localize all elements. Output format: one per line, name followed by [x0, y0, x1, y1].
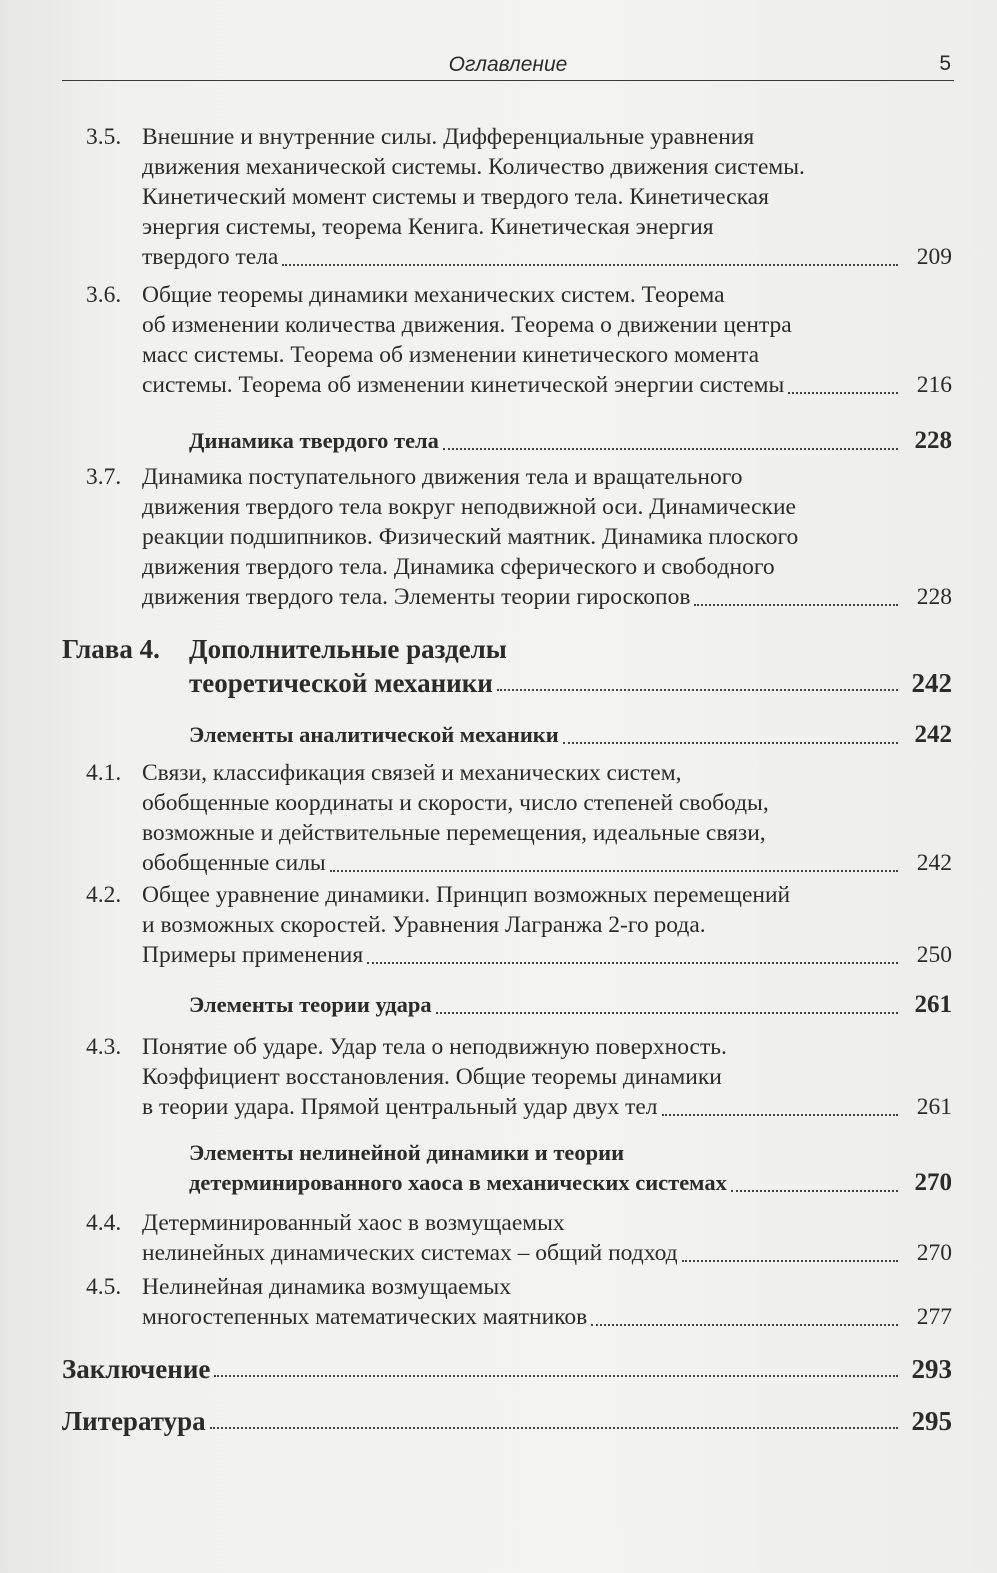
page-number: 5: [939, 52, 951, 75]
entry-page: 295: [911, 1406, 952, 1436]
entry-text: системы. Теорема об изменении кинетической энергии системы: [142, 372, 785, 398]
entry-text: Примеры применения: [142, 942, 364, 968]
dot-leader: [330, 869, 898, 872]
toc-entry-4-5-line-2: [62, 1302, 952, 1334]
toc-section-nonlinear-line-1: [62, 1138, 952, 1170]
dot-leader: [731, 1189, 898, 1192]
toc-section-analytical: [62, 720, 952, 752]
toc-chapter-4-line-2: [62, 668, 952, 704]
entry-page: 242: [914, 721, 952, 748]
toc-entry-3-7-line-1: [62, 462, 952, 494]
entry-text: об изменении количества движения. Теорема о движении центра: [142, 312, 792, 338]
entry-text: Коэффициент восстановления. Общие теоремы динамики: [142, 1064, 722, 1090]
toc-leader: [142, 242, 952, 272]
toc-leader: [142, 370, 952, 400]
entry-text: возможные и действительные перемещения, идеальные связи,: [142, 820, 766, 846]
dot-leader: [662, 1113, 898, 1116]
toc-entry-3-7-line-2: [62, 492, 952, 524]
dot-leader: [214, 1374, 898, 1377]
toc-entry-3-5-line-5: [62, 242, 952, 274]
entry-text: Детерминированный хаос в возмущаемых: [142, 1210, 565, 1236]
toc-entry-3-7-line-4: [62, 552, 952, 584]
entry-page: 242: [916, 850, 952, 876]
toc-entry-4-2-line-1: [62, 880, 952, 912]
section-title: Элементы аналитической механики: [189, 722, 559, 747]
entry-text: движения твердого тела вокруг неподвижной оси. Динамические: [142, 494, 796, 520]
toc-entry-4-1-line-4: [62, 848, 952, 880]
entry-text: многостепенных математических маятников: [142, 1304, 588, 1330]
toc-entry-3-5-line-4: [62, 212, 952, 244]
toc-entry-4-3-line-3: [62, 1092, 952, 1124]
entry-text: реакции подшипников. Физический маятник. Динамика плоского: [142, 524, 799, 550]
entry-page: 209: [916, 244, 952, 270]
dot-leader: [282, 263, 898, 266]
entry-page: 216: [916, 372, 952, 398]
toc-entry-3-6-line-4: [62, 370, 952, 402]
toc-entry-4-1-line-2: [62, 788, 952, 820]
dot-leader: [563, 741, 898, 744]
dot-leader: [591, 1323, 898, 1326]
entry-number: 4.3.: [86, 1034, 122, 1060]
toc-leader: [62, 1406, 952, 1436]
entry-text: твердого тела: [142, 244, 279, 270]
toc-section-nonlinear-line-2: [62, 1168, 952, 1200]
entry-page: 228: [916, 584, 952, 610]
toc-leader: [62, 1354, 952, 1384]
section-title: детерминированного хаоса в механических системах: [189, 1170, 727, 1195]
dot-leader: [788, 391, 898, 394]
entry-number: 4.2.: [86, 882, 122, 908]
entry-text: движения механической системы. Количество движения системы.: [142, 154, 805, 180]
entry-text: движения твердого тела. Динамика сферического и свободного: [142, 554, 775, 580]
entry-text: Динамика поступательного движения тела и вращательного: [142, 464, 743, 490]
dot-leader: [436, 1011, 898, 1014]
entry-page: 293: [911, 1354, 952, 1384]
entry-number: 4.5.: [86, 1274, 122, 1300]
toc-leader: [142, 940, 952, 970]
toc-references: [62, 1406, 952, 1442]
entry-page: 261: [914, 991, 952, 1018]
entry-text: Кинетический момент системы и твердого тела. Кинетическая: [142, 184, 769, 210]
toc-entry-4-3-line-1: [62, 1032, 952, 1064]
running-title: Оглавление: [448, 53, 568, 76]
chapter-title: теоретической механики: [189, 668, 493, 698]
entry-text: Связи, классификация связей и механических систем,: [142, 760, 682, 786]
toc-section-rigid-body: [62, 426, 952, 458]
toc-entry-4-2-line-2: [62, 910, 952, 942]
entry-text: движения твердого тела. Элементы теории гироскопов: [142, 584, 691, 610]
dot-leader: [497, 688, 898, 691]
chapter-title: Дополнительные разделы: [189, 634, 507, 664]
entry-text: Общие теоремы динамики механических систем. Теорема: [142, 282, 725, 308]
dot-leader: [694, 603, 898, 606]
entry-page: 270: [914, 1169, 952, 1196]
dot-leader: [443, 447, 898, 450]
chapter-label: Глава 4.: [62, 634, 160, 664]
toc-entry-3-6-line-1: [62, 280, 952, 312]
toc-leader: [189, 720, 952, 750]
section-title: Элементы нелинейной динамики и теории: [189, 1140, 625, 1165]
entry-text: масс системы. Теорема об изменении кинетического момента: [142, 342, 760, 368]
entry-text: Внешние и внутренние силы. Дифференциальные уравнения: [142, 124, 755, 150]
toc-entry-4-4-line-2: [62, 1238, 952, 1270]
toc-entry-3-5-line-2: [62, 152, 952, 184]
toc-entry-4-1-line-1: [62, 758, 952, 790]
entry-number: 3.5.: [86, 124, 122, 150]
toc-leader: [189, 1168, 952, 1198]
toc-entry-3-6-line-3: [62, 340, 952, 372]
toc-entry-3-5-line-1: [62, 122, 952, 154]
entry-number: 4.4.: [86, 1210, 122, 1236]
references-title: Литература: [62, 1406, 206, 1436]
toc-entry-4-1-line-3: [62, 818, 952, 850]
entry-page: 270: [916, 1240, 952, 1266]
toc-leader: [189, 426, 952, 456]
toc-conclusion: [62, 1354, 952, 1390]
toc-leader: [142, 1302, 952, 1332]
entry-number: 4.1.: [86, 760, 122, 786]
entry-text: Общее уравнение динамики. Принцип возможных перемещений: [142, 882, 791, 908]
entry-page: 228: [914, 427, 952, 454]
entry-page: 242: [911, 668, 952, 698]
toc-section-impact: [62, 990, 952, 1022]
toc-entry-3-7-line-5: [62, 582, 952, 614]
entry-number: 3.6.: [86, 282, 122, 308]
entry-text: Нелинейная динамика возмущаемых: [142, 1274, 511, 1300]
entry-text: энергия системы, теорема Кенига. Кинетическая энергия: [142, 214, 714, 240]
toc-entry-3-7-line-3: [62, 522, 952, 554]
dot-leader: [682, 1259, 898, 1262]
entry-text: обобщенные силы: [142, 850, 326, 876]
toc-leader: [189, 668, 952, 698]
entry-text: и возможных скоростей. Уравнения Лагранжа 2-го рода.: [142, 912, 706, 938]
entry-page: 277: [916, 1304, 952, 1330]
toc-entry-4-2-line-3: [62, 940, 952, 972]
toc-entry-4-3-line-2: [62, 1062, 952, 1094]
toc-chapter-4-line-1: [62, 634, 952, 670]
toc-entry-3-6-line-2: [62, 310, 952, 342]
entry-number: 3.7.: [86, 464, 122, 490]
dot-leader: [210, 1426, 898, 1429]
entry-page: 261: [916, 1094, 952, 1120]
toc-leader: [189, 990, 952, 1020]
dot-leader: [367, 961, 898, 964]
entry-text: нелинейных динамических системах – общий подход: [142, 1240, 678, 1266]
section-title: Динамика твердого тела: [189, 428, 439, 453]
toc-entry-3-5-line-3: [62, 182, 952, 214]
entry-text: в теории удара. Прямой центральный удар двух тел: [142, 1094, 658, 1120]
entry-text: обобщенные координаты и скорости, число степеней свободы,: [142, 790, 769, 816]
toc-leader: [142, 1238, 952, 1268]
toc-entry-4-4-line-1: [62, 1208, 952, 1240]
running-header: [62, 50, 954, 81]
toc-leader: [142, 1092, 952, 1122]
toc-leader: [142, 848, 952, 878]
toc-leader: [142, 582, 952, 612]
entry-page: 250: [916, 942, 952, 968]
conclusion-title: Заключение: [62, 1354, 211, 1384]
section-title: Элементы теории удара: [189, 992, 432, 1017]
toc-entry-4-5-line-1: [62, 1272, 952, 1304]
entry-text: Понятие об ударе. Удар тела о неподвижную поверхность.: [142, 1034, 727, 1060]
